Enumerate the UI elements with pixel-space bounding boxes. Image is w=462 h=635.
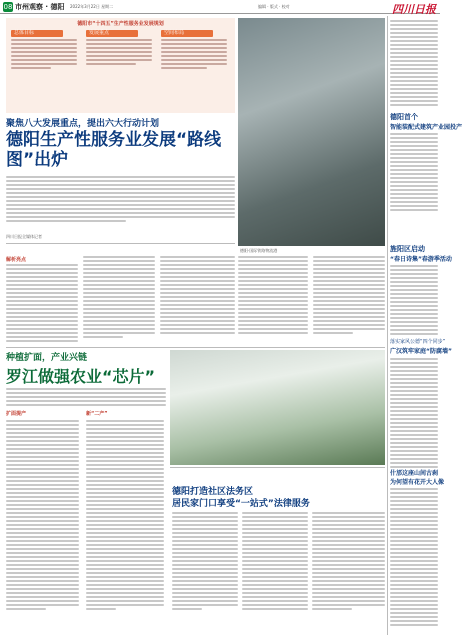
right-a1-title-2: 智能装配式建筑产业园投产: [390, 124, 462, 131]
logistics-port-photo: [238, 18, 385, 246]
right-a1-title-1: 德阳首个: [390, 113, 418, 121]
orchard-photo: [170, 350, 385, 465]
agri-column-2: 新“二产”: [86, 410, 164, 612]
banner-badge: 总体目标: [11, 30, 63, 37]
mid-column-1: [238, 256, 308, 336]
agri-headline: 罗江做强农业“芯片”: [6, 367, 156, 386]
agri-lead-body: [6, 388, 166, 408]
right-a2-title-1: 旌阳区启动: [390, 245, 425, 253]
explainer-column-3: [160, 256, 235, 336]
banner-column-goal: [11, 30, 83, 110]
law-column-2: [242, 512, 308, 612]
right-a3-body: [390, 358, 438, 470]
mid-column-2: [313, 256, 385, 336]
page-header: [0, 0, 440, 14]
lead-headline: 德阳生产性服务业发展“路线图”出炉: [6, 130, 222, 170]
right-a2-title-2: “春日诗集”春游季活动: [390, 256, 452, 263]
banner-column-layout: [161, 30, 233, 110]
right-a4-title-1: 什邡这座山间古刹: [390, 470, 439, 477]
lead-body: [6, 176, 235, 224]
newspaper-logo: 四川日报: [392, 3, 436, 16]
explainer-label: 解析亮点: [6, 257, 27, 263]
right-a3-title: 广汉筑牢家庭“防腐墙”: [390, 348, 452, 355]
lead-kicker: 聚焦八大发展重点，提出六大行动计划: [6, 119, 160, 129]
explainer-column-1: [6, 264, 78, 344]
agri-kicker: 种植扩面，产业兴链: [6, 353, 88, 363]
right-a1-body: [390, 133, 438, 213]
banner-column-focus: [86, 30, 158, 110]
right-top-body: [390, 20, 438, 108]
banner-badge: 发展重点: [86, 30, 138, 37]
law-headline-2: 居民家门口享受“一站式”法律服务: [172, 499, 310, 509]
page-number: 08: [3, 3, 13, 11]
date-line: 2022年3月22日 星期二: [70, 4, 114, 9]
lead-credit: 四川日报全媒体记者: [6, 234, 42, 239]
right-a4-title-2: 为何望有花开大人像: [390, 479, 445, 486]
law-column-3: [312, 512, 385, 612]
banner-title: 德阳市“十四五”生产性服务业发展规划: [77, 21, 164, 27]
header-info: 编辑 · 版式 · 校对: [258, 4, 290, 9]
banner-badge: 空间布局: [161, 30, 213, 37]
right-a2-body: [390, 265, 438, 337]
law-column-1: [172, 512, 238, 612]
photo-caption: 德阳·国际铁路物流港: [240, 248, 278, 253]
right-a4-body: [390, 488, 438, 628]
agri-column-1: 扩面提产: [6, 410, 79, 612]
section-title: 市州观察 · 德阳: [15, 3, 65, 11]
plan-banner: [6, 18, 235, 113]
right-a3-kicker: 落实家风公德“四个同步”: [390, 339, 446, 345]
explainer-column-2: [83, 256, 155, 340]
law-headline-1: 德阳打造社区法务区: [172, 487, 254, 497]
